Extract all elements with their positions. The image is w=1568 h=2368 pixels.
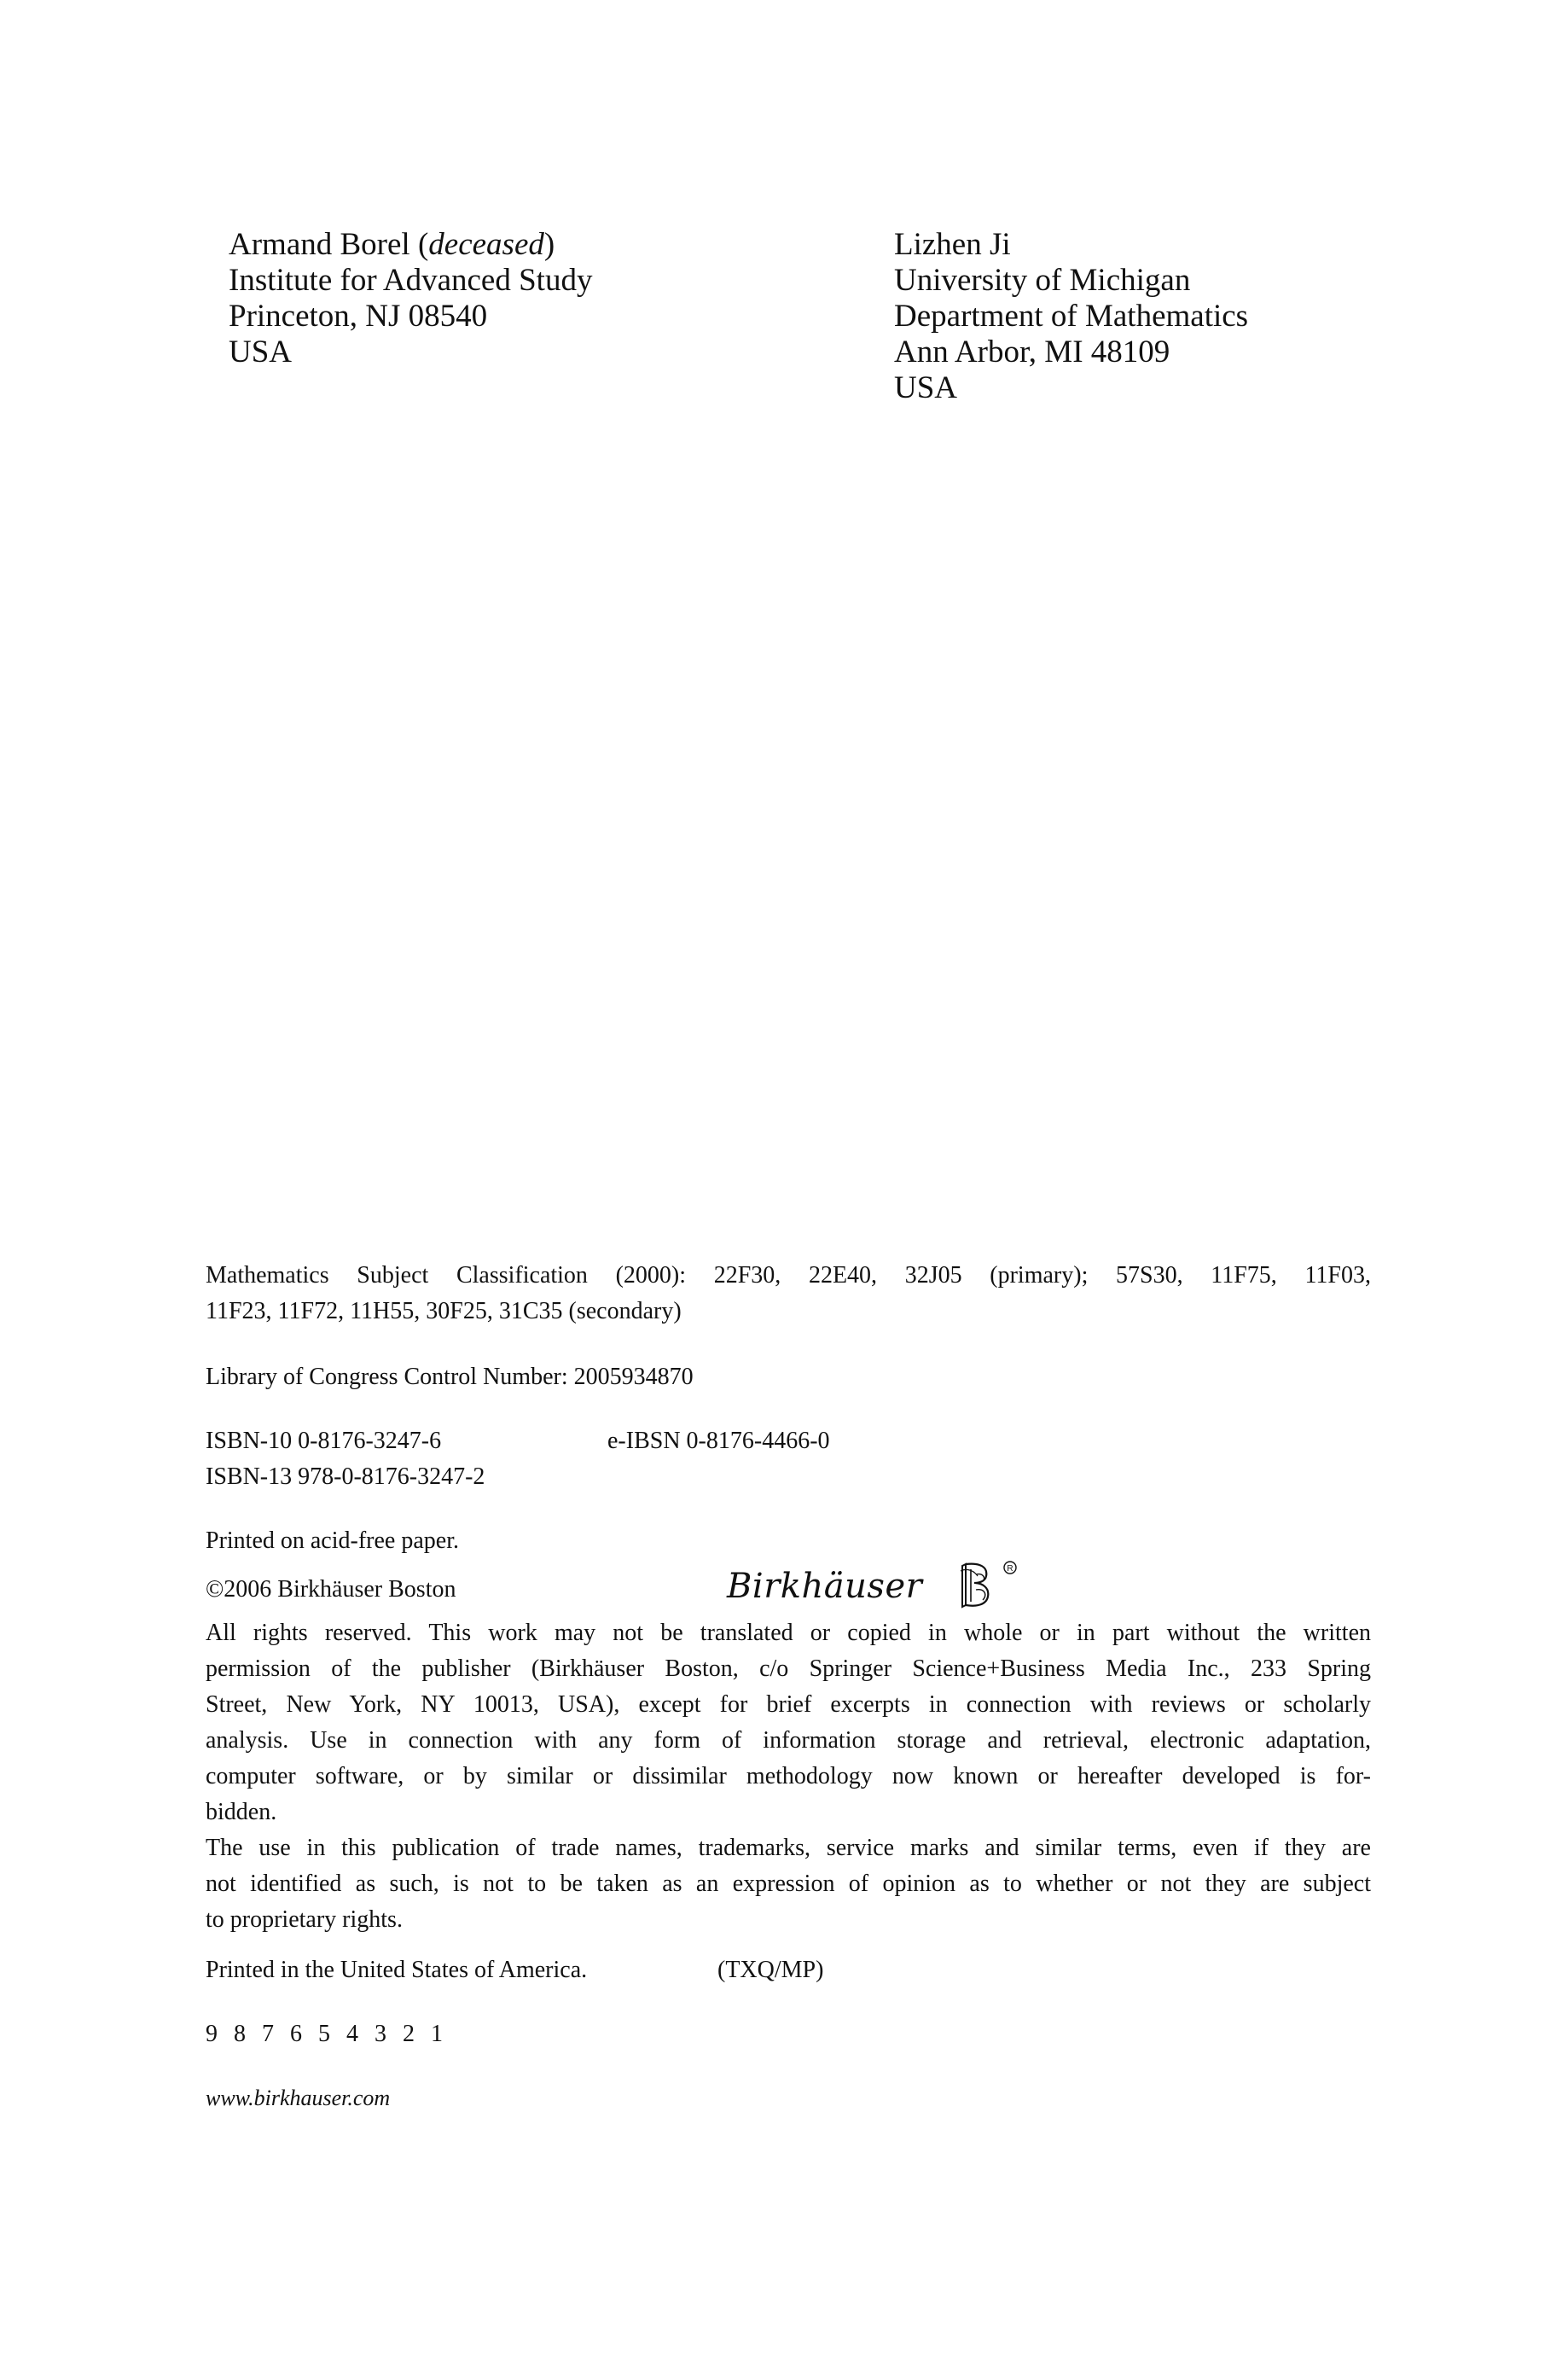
author-block-borel bbox=[229, 227, 592, 370]
isbn-row bbox=[206, 1423, 1371, 1459]
classification-line-2: 11F23, 11F72, 11H55, 30F25, 31C35 (secondary) bbox=[206, 1298, 682, 1324]
printed-in-row bbox=[206, 1952, 1371, 1988]
publisher-mark-icon bbox=[957, 1559, 1024, 1612]
publisher-wordmark: Birkhäuser bbox=[727, 1567, 923, 1606]
rights-line: Street, New York, NY 10013, USA), except for brief excerpts in connection with reviews or scholarly bbox=[206, 1691, 1371, 1718]
subject-classification bbox=[206, 1258, 1371, 1329]
publisher-website[interactable]: www.birkhauser.com bbox=[206, 2086, 391, 2110]
copyright-notice: ©2006 Birkhäuser Boston bbox=[206, 1576, 456, 1603]
author-name-line: Armand Borel (deceased) bbox=[229, 227, 555, 262]
print-line: 9 8 7 6 5 4 3 2 1 bbox=[206, 2021, 448, 2047]
rights-line: bidden. bbox=[206, 1799, 277, 1825]
svg-text:R: R bbox=[1007, 1564, 1013, 1574]
isbn-10: ISBN-10 0-8176-3247-6 bbox=[206, 1428, 442, 1454]
loc-control-number: Library of Congress Control Number: 2005934870 bbox=[206, 1364, 694, 1390]
author-country: USA bbox=[894, 370, 958, 405]
rights-line: computer software, or by similar or dissimilar methodology now known or hereafter developed is for- bbox=[206, 1763, 1371, 1789]
rights-line: All rights reserved. This work may not be translated or copied in whole or in part without the written bbox=[206, 1620, 1371, 1646]
author-department: Department of Mathematics bbox=[894, 299, 1249, 334]
author-block-ji bbox=[894, 227, 1248, 406]
trademark-line: to proprietary rights. bbox=[206, 1906, 403, 1933]
rights-line: permission of the publisher (Birkhäuser Boston, c/o Springer Science+Business Media Inc., 233 Spring bbox=[206, 1655, 1371, 1682]
author-country: USA bbox=[229, 335, 293, 369]
printed-in: Printed in the United States of America. bbox=[206, 1957, 588, 1983]
rights-line: analysis. Use in connection with any form of information storage and retrieval, electronic adaptation, bbox=[206, 1727, 1371, 1754]
isbn-13: ISBN-13 978-0-8176-3247-2 bbox=[206, 1463, 485, 1490]
author-affiliation: University of Michigan bbox=[894, 263, 1191, 298]
classification-line-1: Mathematics Subject Classification (2000): 22F30, 22E40, 32J05 (primary); 57S30, 11F75, 11F03, bbox=[206, 1262, 1371, 1289]
copyright-row bbox=[206, 1559, 1371, 1610]
author-address: Ann Arbor, MI 48109 bbox=[894, 335, 1170, 369]
trademark-line: not identified as such, is not to be taken as an expression of opinion as to whether or not they are subject bbox=[206, 1871, 1371, 1897]
trademark-line: The use in this publication of trade names, trademarks, service marks and similar terms, even if they are bbox=[206, 1835, 1371, 1861]
rights-statement bbox=[206, 1615, 1371, 1938]
author-name: Lizhen Ji bbox=[894, 227, 1011, 262]
paper-note: Printed on acid-free paper. bbox=[206, 1527, 459, 1554]
isbn-block bbox=[206, 1423, 1371, 1495]
author-note: deceased bbox=[428, 227, 544, 262]
author-address: Princeton, NJ 08540 bbox=[229, 299, 488, 334]
author-affiliation: Institute for Advanced Study bbox=[229, 263, 593, 298]
author-name: Armand Borel bbox=[229, 227, 410, 262]
e-isbn: e-IBSN 0-8176-4466-0 bbox=[607, 1428, 830, 1454]
printer-code: (TXQ/MP) bbox=[717, 1957, 824, 1983]
